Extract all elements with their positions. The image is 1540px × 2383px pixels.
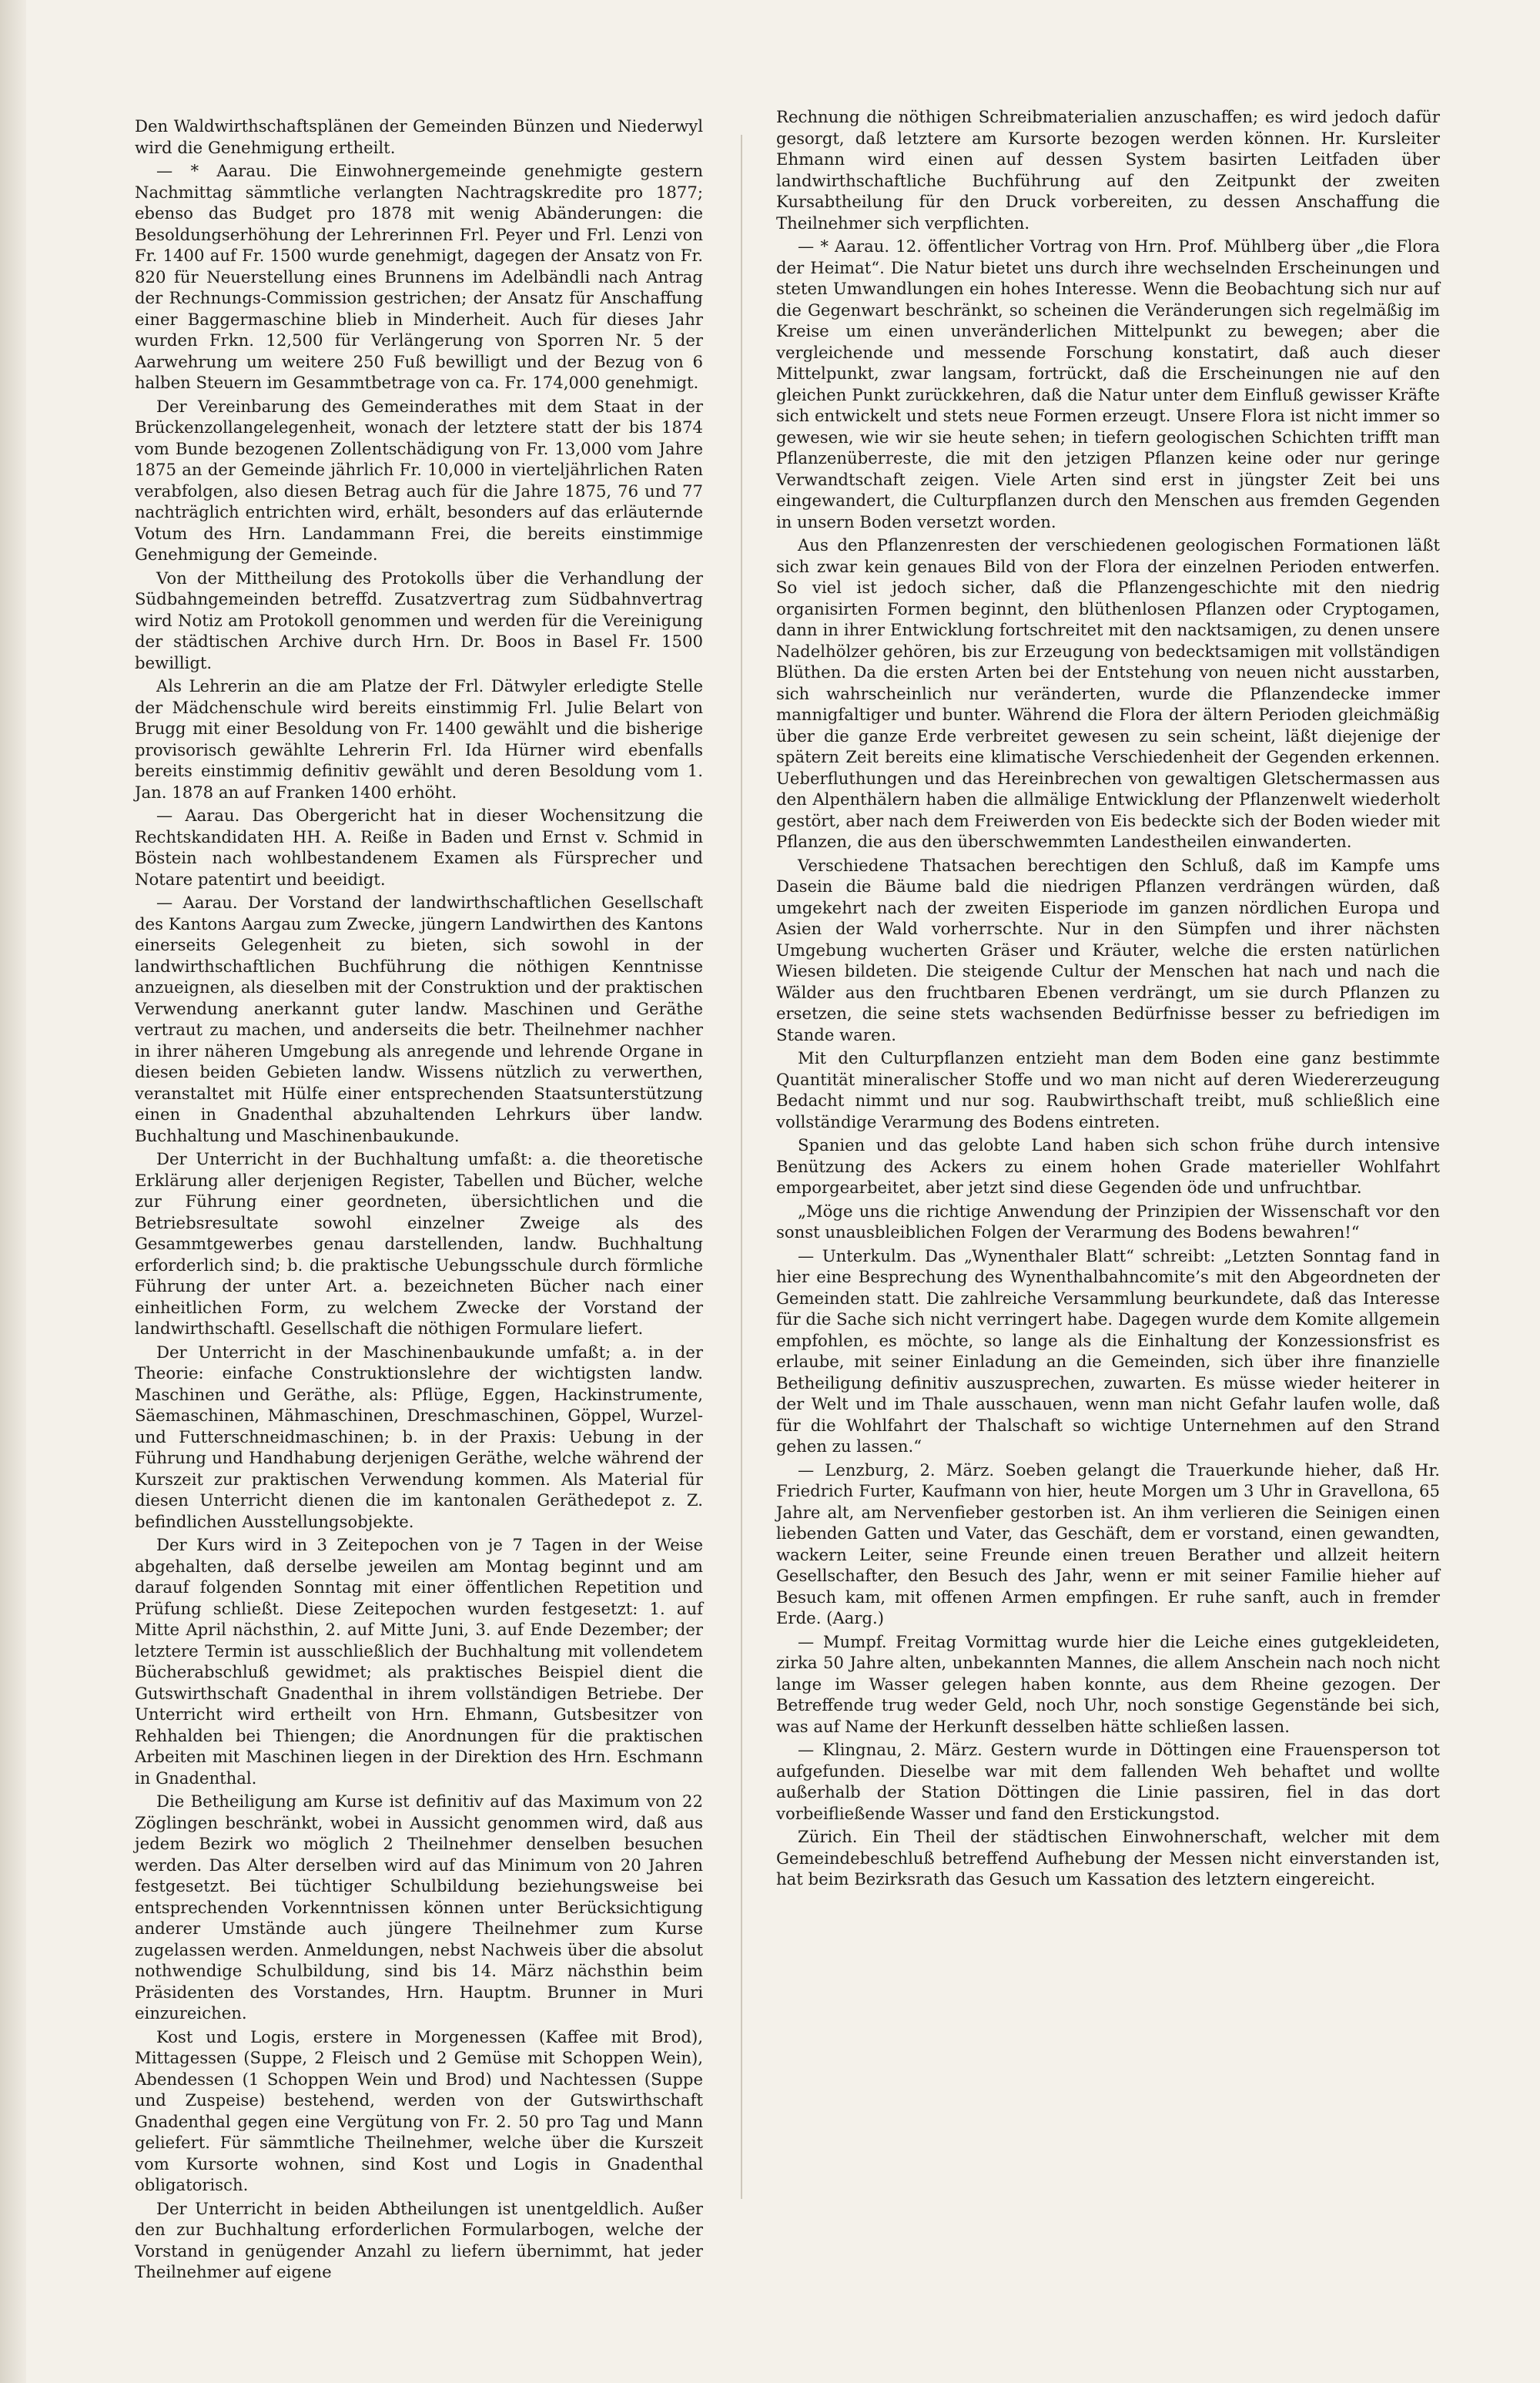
article-paragraph: — Lenzburg, 2. März. Soeben gelangt die Trauerkunde hieher, daß Hr. Friedrich Furter, Kaufmann von hier, heute Morgen um 3 Uhr in Gravellona, 65 Jahre alt, am Nervenfieber gestorben ist. An ihm verlieren die Seinigen einen liebenden Gatten und Vater, das Geschäft, dem er vorstand, einen gewandten, wackern Leiter, seine Freunde einen treuen Berather und allzeit heitern Gesellschafter, den Besuch des Jahr, wenn er mit seiner Familie hieher auf Besuch kam, mit offenen Armen empfingen. Er ruhe sanft, auch in fremder Erde. (Aarg.)	[776, 1460, 1440, 1627]
article-paragraph: Mit den Culturpflanzen entzieht man dem Boden eine ganz bestimmte Quantität mineralischer Stoffe und wo man nicht auf deren Wiedererzeugung Bedacht nimmt und nur sog. Raubwirthschaft treibt, muß schließlich eine vollständige Verarmung des Bodens eintreten.	[776, 1048, 1440, 1131]
column-divider	[741, 135, 742, 2199]
article-paragraph: — * Aarau. 12. öffentlicher Vortrag von Hrn. Prof. Mühlberg über „die Flora der Heimat“. Die Natur bietet uns durch ihre wechselnden Erscheinungen und steten Umwandlungen ein hohes Interesse. Wenn die Beobachtung sich nur auf die Gegenwart beschränkt, so scheinen die Veränderungen sich regelmäßig im Kreise um einen unveränderlichen Mittelpunkt zu bewegen; aber die vergleichende und messende Forschung konstatirt, daß auch dieser Mittelpunkt, zwar langsam, fortrückt, daß die Erscheinungen nie auf den gleichen Punkt zurückkehren, daß die Natur unter dem Einfluß gewisser Kräfte sich entwickelt und stets neue Formen erzeugt. Unsere Flora ist nicht immer so gewesen, wie wir sie heute sehen; in tiefern geologischen Schichten trifft man Pflanzenüberreste, die mit den jetzigen Pflanzen keine oder nur geringe Verwandtschaft zeigen. Viele Arten sind erst in jüngster Zeit bei uns eingewandert, die Culturpflanzen durch den Menschen aus fremden Gegenden in unsern Boden versetzt worden.	[776, 236, 1440, 531]
article-paragraph: Der Kurs wird in 3 Zeitepochen von je 7 Tagen in der Weise abgehalten, daß derselbe jeweilen am Montag beginnt und am darauf folgenden Sonntag mit einer öffentlichen Repetition und Prüfung schließt. Diese Zeitepochen wurden festgesetzt: 1. auf Mitte April nächsthin, 2. auf Mitte Juni, 3. auf Ende Dezember; der letztere Termin ist ausschließlich der Buchhaltung mit vollendetem Bücherabschluß gewidmet; als praktisches Beispiel dient die Gutswirthschaft Gnadenthal in ihrem vollständigen Betriebe. Der Unterricht wird ertheilt von Hrn. Ehmann, Gutsbesitzer von Rehhalden bei Thiengen; die Anordnungen für die praktischen Arbeiten mit Maschinen liegen in der Direktion des Hrn. Eschmann in Gnadenthal.	[135, 1535, 703, 1788]
article-paragraph: — Unterkulm. Das „Wynenthaler Blatt“ schreibt: „Letzten Sonntag fand in hier eine Besprechung des Wynenthalbahncomite’s mit den Abgeordneten der Gemeinden statt. Die zahlreiche Versammlung beurkundete, daß das Interesse für die Sache sich nicht verringert habe. Dagegen wurde dem Komite allgemein empfohlen, es möchte, so lange als die Einhaltung der Konzessionsfrist es erlaube, mit seiner Einladung an die Gemeinden, sich über ihre finanzielle Betheiligung definitiv auszusprechen, zuwarten. Es müsse wieder heiterer in der Welt und im Thale ausschauen, wenn man nicht Gefahr laufen wolle, daß für die Wohlfahrt der Thalschaft so wichtige Unternehmen auf den Strand gehen zu lassen.“	[776, 1245, 1440, 1456]
article-paragraph: Als Lehrerin an die am Platze der Frl. Dätwyler erledigte Stelle der Mädchenschule wird bereits einstimmig Frl. Julie Belart von Brugg mit einer Besoldung von Fr. 1400 gewählt und die bisherige provisorisch gewählte Lehrerin Frl. Ida Hürner wird ebenfalls bereits einstimmig definitiv gewählt und deren Besoldung vom 1. Jan. 1878 an auf Franken 1400 erhöht.	[135, 676, 703, 802]
article-paragraph: Der Unterricht in der Maschinenbaukunde umfaßt; a. in der Theorie: einfache Construktionslehre der wichtigsten landw. Maschinen und Geräthe, als: Pflüge, Eggen, Hackinstrumente, Säemaschinen, Mähmaschinen, Dreschmaschinen, Göppel, Wurzel- und Futterschneidmaschinen; b. in der Praxis: Uebung in der Führung und Handhabung derjenigen Geräthe, welche während der Kurszeit zur praktischen Verwendung kommen. Als Material für diesen Unterricht dienen die im kantonalen Geräthedepot z. Z. befindlichen Ausstellungsobjekte.	[135, 1342, 703, 1531]
article-paragraph: Den Waldwirthschaftsplänen der Gemeinden Bünzen und Niederwyl wird die Genehmigung ertheilt.	[135, 116, 703, 157]
article-paragraph: Rechnung die nöthigen Schreibmaterialien anzuschaffen; es wird jedoch dafür gesorgt, daß letztere am Kursorte bezogen werden können. Hr. Kursleiter Ehmann wird einen auf dessen System basirten Leitfaden über landwirthschaftliche Buchführung auf den Zeitpunkt der zweiten Kursabtheilung für den Druck vorbereiten, zu dessen Anschaffung die Theilnehmer sich verpflichten.	[776, 107, 1440, 233]
article-paragraph: Verschiedene Thatsachen berechtigen den Schluß, daß im Kampfe ums Dasein die Bäume bald die niedrigen Pflanzen verdrängen würden, daß umgekehrt nach der zweiten Eisperiode im ganzen nördlichen Europa und Asien der Wald vorherrschte. Nur in den Sümpfen und ihrer nächsten Umgebung wucherten Gräser und Kräuter, welche die ersten natürlichen Wiesen bildeten. Die steigende Cultur der Menschen hat nach und nach die Wälder aus den fruchtbaren Ebenen verdrängt, um sie durch Pflanzen zu ersetzen, die seine stets wachsenden Bedürfnisse besser zu befriedigen im Stande waren.	[776, 855, 1440, 1044]
article-paragraph: — Aarau. Der Vorstand der landwirthschaftlichen Gesellschaft des Kantons Aargau zum Zwecke, jüngern Landwirthen des Kantons einerseits Gelegenheit zu bieten, sich sowohl in der landwirthschaftlichen Buchführung die nöthigen Kenntnisse anzueignen, als dieselben mit der Construktion und der praktischen Verwendung anerkannt guter landw. Maschinen und Geräthe vertraut zu machen, und anderseits die betr. Theilnehmer nachher in ihrer näheren Umgebung als anregende und lehrende Organe in diesen beiden Gebieten landw. Wissens nützlich zu verwerthen, veranstaltet mit Hülfe einer entsprechenden Staatsunterstützung einen in Gnadenthal abzuhaltenden Lehrkurs über landw. Buchhaltung und Maschinenbaukunde.	[135, 893, 703, 1145]
article-paragraph: — Mumpf. Freitag Vormittag wurde hier die Leiche eines gutgekleideten, zirka 50 Jahre alten, unbekannten Mannes, die allem Anschein nach noch nicht lange im Wasser gelegen haben konnte, aus dem Rheine gezogen. Der Betreffende trug weder Geld, noch Uhr, noch sonstige Gegenstände bei sich, was auf Name der Herkunft desselben hätte schließen lassen.	[776, 1631, 1440, 1736]
article-paragraph: — Aarau. Das Obergericht hat in dieser Wochensitzung die Rechtskandidaten HH. A. Reiße in Baden und Ernst v. Schmid in Böstein nach wohlbestandenem Examen als Fürsprecher und Notare patentirt und beeidigt.	[135, 806, 703, 889]
article-paragraph: Von der Mittheilung des Protokolls über die Verhandlung der Südbahngemeinden betreffd. Zusatzvertrag zum Südbahnvertrag wird Notiz am Protokoll genommen und werden für die Vereinigung der städtischen Archive durch Hrn. Dr. Boos in Basel Fr. 1500 bewilligt.	[135, 568, 703, 672]
article-paragraph: — Klingnau, 2. März. Gestern wurde in Döttingen eine Frauensperson tot aufgefunden. Dieselbe war mit dem fallenden Weh behaftet und wollte außerhalb der Station Döttingen die Linie passiren, fiel in das dort vorbeifließende Wasser und fand den Erstickungstod.	[776, 1740, 1440, 1823]
article-paragraph: Kost und Logis, erstere in Morgenessen (Kaffee mit Brod), Mittagessen (Suppe, 2 Fleisch und 2 Gemüse mit Schoppen Wein), Abendessen (1 Schoppen Wein und Brod) und Nachtessen (Suppe und Zuspeise) bestehend, werden von der Gutswirthschaft Gnadenthal gegen eine Vergütung von Fr. 2. 50 pro Tag und Mann geliefert. Für sämmtliche Theilnehmer, welche über die Kurszeit vom Kursorte wohnen, sind Kost und Logis in Gnadenthal obligatorisch.	[135, 2026, 703, 2194]
article-paragraph: Aus den Pflanzenresten der verschiedenen geologischen Formationen läßt sich zwar kein genaues Bild von der Flora der einzelnen Perioden entwerfen. So viel ist jedoch sicher, daß die Pflanzengeschichte mit den niedrig organisirten Formen beginnt, den blüthenlosen Pflanzen oder Cryptogamen, dann in ihrer Entwicklung fortschreitet mit den nacktsamigen, zu denen unsere Nadelhölzer gehören, bis zur Erzeugung von bedecktsamigen mit vollständigen Blüthen. Da die ersten Arten bei der Entstehung von neuen nicht ausstarben, sich wahrscheinlich nur veränderten, wurde die Pflanzendecke immer mannigfaltiger und bunter. Während die Flora der ältern Perioden gleichmäßig über die ganze Erde verbreitet gewesen zu sein scheint, läßt diejenige der spätern Zeit bereits eine klimatische Verschiedenheit der Gegenden erkennen. Ueberfluthungen und das Hereinbrechen von gewaltigen Gletschermassen aus den Alpenthälern haben die allmälige Entwicklung der Pflanzenwelt wiederholt gestört, aber nach dem Freiwerden von Eis bedeckte sich der Boden wieder mit Pflanzen, die aus den überschwemmten Landestheilen einwanderten.	[776, 535, 1440, 851]
article-paragraph: Der Unterricht in der Buchhaltung umfaßt: a. die theoretische Erklärung aller derjenigen Register, Tabellen und Bücher, welche zur Führung einer geordneten, übersichtlichen und die Betriebsresultate sowohl einzelner Zweige als des Gesammtgewerbes genau darstellenden, landw. Buchhaltung erforderlich sind; b. die praktische Uebungsschule durch förmliche Führung der unter Art. a. bezeichneten Bücher nach einer einheitlichen Form, zu welchem Zwecke der Vorstand der landwirthschaftl. Gesellschaft die nöthigen Formulare liefert.	[135, 1149, 703, 1338]
article-paragraph: Zürich. Ein Theil der städtischen Einwohnerschaft, welcher mit dem Gemeindebeschluß betreffend Aufhebung der Messen nicht einverstanden ist, hat beim Bezirksrath das Gesuch um Kassation des letztern eingereicht.	[776, 1827, 1440, 1889]
left-column	[135, 116, 703, 2285]
page-gutter	[0, 0, 26, 2383]
article-paragraph: „Möge uns die richtige Anwendung der Prinzipien der Wissenschaft vor den sonst unausbleiblichen Folgen der Verarmung des Bodens bewahren!“	[776, 1201, 1440, 1242]
article-paragraph: Der Unterricht in beiden Abtheilungen ist unentgeldlich. Außer den zur Buchhaltung erforderlichen Formularbogen, welche der Vorstand in genügender Anzahl zu liefern übernimmt, hat jeder Theilnehmer auf eigene	[135, 2198, 703, 2281]
article-paragraph: Die Betheiligung am Kurse ist definitiv auf das Maximum von 22 Zöglingen beschränkt, wobei in Aussicht genommen wird, daß aus jedem Bezirk wo möglich 2 Theilnehmer denselben besuchen werden. Das Alter derselben wird auf das Minimum von 20 Jahren festgesetzt. Bei tüchtiger Schulbildung beziehungsweise bei entsprechenden Vorkenntnissen können unter Berücksichtigung anderer Umstände auch jüngere Theilnehmer zum Kurse zugelassen werden. Anmeldungen, nebst Nachweis über die absolut nothwendige Schulbildung, sind bis 14. März nächsthin beim Präsidenten des Vorstandes, Hrn. Hauptm. Brunner in Muri einzureichen.	[135, 1791, 703, 2023]
article-paragraph: — * Aarau. Die Einwohnergemeinde genehmigte gestern Nachmittag sämmtliche verlangten Nachtragskredite pro 1877; ebenso das Budget pro 1878 mit wenig Abänderungen: die Besoldungserhöhung der Lehrerinnen Frl. Peyer und Frl. Lenzi von Fr. 1400 auf Fr. 1500 wurde genehmigt, dagegen der Ansatz von Fr. 820 für Neuerstellung eines Brunnens im Adelbändli nach Antrag der Rechnungs-Commission gestrichen; der Ansatz für Anschaffung einer Baggermaschine blieb in Minderheit. Auch für dieses Jahr wurden Frkn. 12,500 für Verlängerung von Sporren Nr. 5 der Aarwehrung um weitere 250 Fuß bewilligt und der Bezug von 6 halben Steuern im Gesammtbetrage von ca. Fr. 174,000 genehmigt.	[135, 161, 703, 392]
article-paragraph: Der Vereinbarung des Gemeinderathes mit dem Staat in der Brückenzollangelegenheit, wonach der letztere statt der bis 1874 vom Bunde bezogenen Zollentschädigung von Fr. 13,000 vom Jahre 1875 an der Gemeinde jährlich Fr. 10,000 in vierteljährlichen Raten verabfolgen, also diesen Betrag auch für die Jahre 1875, 76 und 77 nachträglich entrichten wird, erhält, besonders auf das erläuternde Votum des Hrn. Landammann Frei, die bereits einstimmige Genehmigung der Gemeinde.	[135, 396, 703, 564]
article-paragraph: Spanien und das gelobte Land haben sich schon frühe durch intensive Benützung des Ackers zu einem hohen Grade materieller Wohlfahrt emporgearbeitet, aber jetzt sind diese Gegenden öde und unfruchtbar.	[776, 1135, 1440, 1197]
right-column	[776, 106, 1440, 1892]
